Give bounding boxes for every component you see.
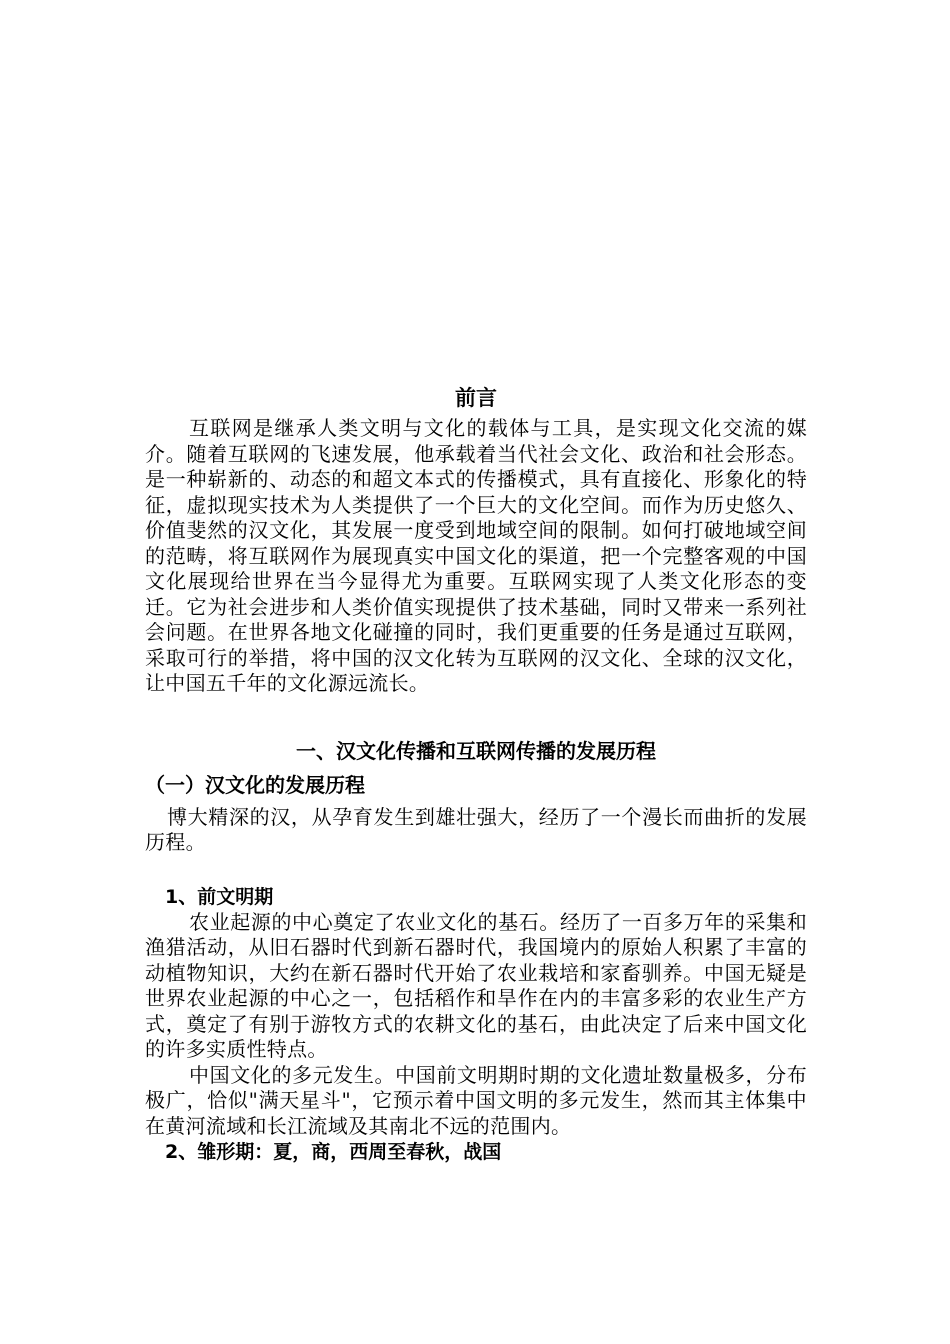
preface-paragraph: 互联网是继承人类文明与文化的载体与工具，是实现文化交流的媒介。随着互联网的飞速发展，他承载着当代社会文化、政治和社会形态。是一种崭新的、动态的和超文本式的传播模式，具有直接化、形象化的特征，虚拟现实技术为人类提供了一个巨大的文化空间。而作为历史悠久、价值斐然的汉文化，其发展一度受到地域空间的限制。如何打破地域空间的范畴，将互联网作为展现真实中国文化的渠道，把一个完整客观的中国文化展现给世界在当今显得尤为重要。互联网实现了人类文化形态的变迁。它为社会进步和人类价值实现提供了技术基础，同时又带来一系列社会问题。在世界各地文化碰撞的同时，我们更重要的任务是通过互联网，采取可行的举措，将中国的汉文化转为互联网的汉文化、全球的汉文化，让中国五千年的文化源远流长。: [145, 416, 807, 695]
item-paragraph: 中国文化的多元发生。中国前文明期时期的文化遗址数量极多，分布极广，恰似"满天星斗"，它预示着中国文明的多元发生，然而其主体集中在黄河流域和长江流域及其南北不远的范围内。: [145, 1062, 807, 1138]
subsection-intro: 博大精深的汉，从孕育发生到雄壮强大，经历了一个漫长而曲折的发展历程。: [145, 804, 807, 854]
subsection-title: （一）汉文化的发展历程: [145, 772, 365, 797]
preface-title: 前言: [455, 386, 497, 410]
item-title-formative: 2、雏形期：夏，商，西周至春秋，战国: [165, 1141, 502, 1163]
section-title: 一、汉文化传播和互联网传播的发展历程: [296, 738, 656, 763]
document-content: [145, 384, 807, 1165]
item-paragraph: 农业起源的中心奠定了农业文化的基石。经历了一百多万年的采集和渔猎活动，从旧石器时代到新石器时代，我国境内的原始人积累了丰富的动植物知识，大约在新石器时代开始了农业栽培和家畜驯养。中国无疑是世界农业起源的中心之一，包括稻作和旱作在内的丰富多彩的农业生产方式，奠定了有别于游牧方式的农耕文化的基石，由此决定了后来中国文化的许多实质性特点。: [145, 909, 807, 1061]
item-title-prehistory: 1、前文明期: [165, 885, 274, 908]
